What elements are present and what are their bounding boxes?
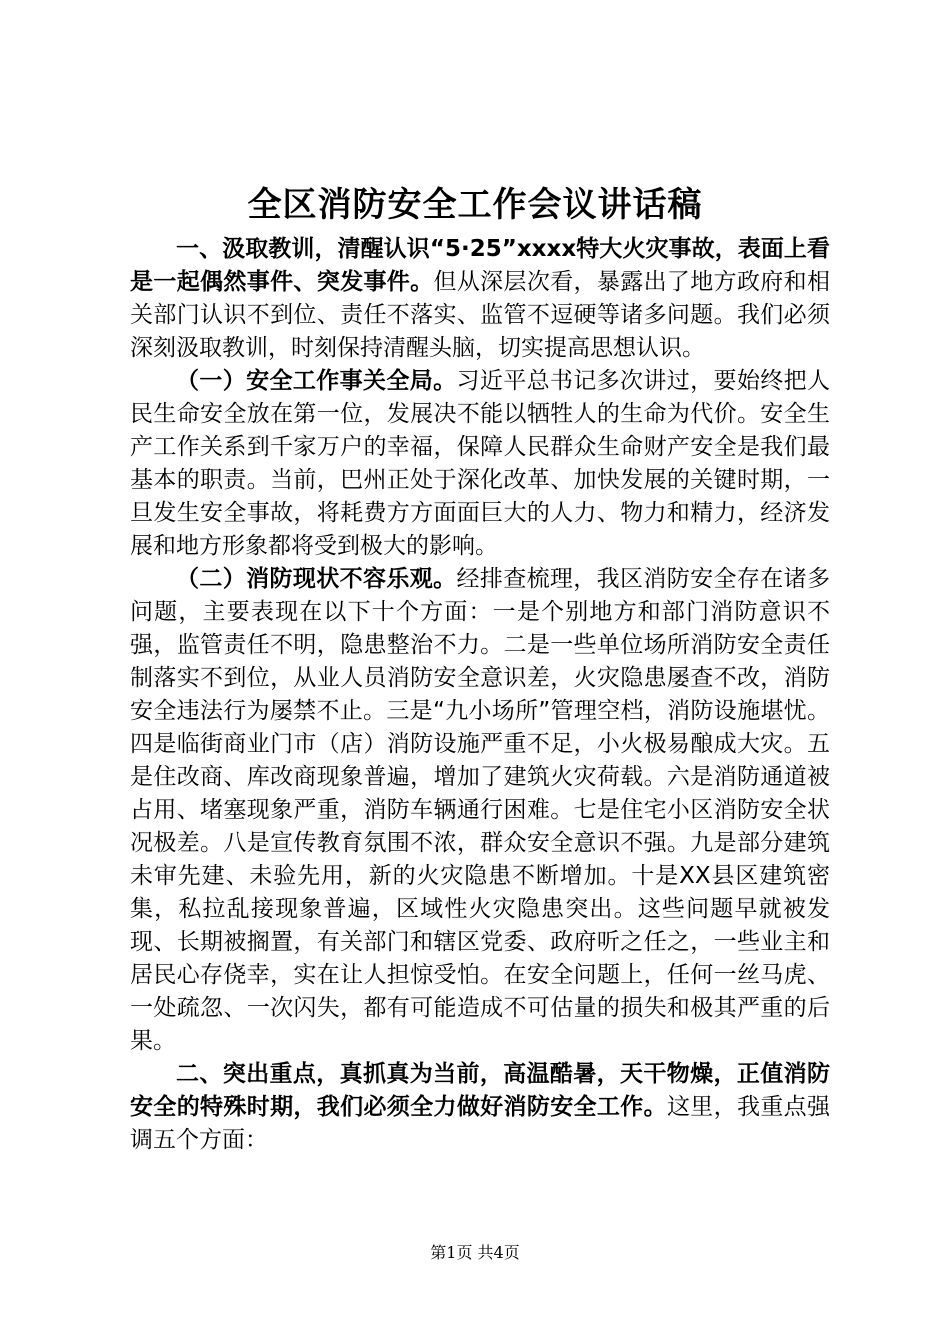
paragraph-2-text: 习近平总书记多次讲过，要始终把人民生命安全放在第一位，发展决不能以牺牲人的生命为代价。安全生产工作关系到千家万户的幸福，保障人民群众生命财产安全是我们最基本的职责。当前，巴州正处于深化改革、加快发展的关键时期，一旦发生安全事故，将耗费方方面面巨大的人力、物力和精力，经济发展和地方形象都将受到极大的影响。	[130, 368, 831, 559]
page-footer: 第1页 共4页	[430, 1243, 520, 1262]
paragraph-3-text: 经排查梳理，我区消防安全存在诸多问题，主要表现在以下十个方面：一是个别地方和部门消防意识不强，监管责任不明，隐患整治不力。二是一些单位场所消防安全责任制落实不到位，从业人员消防安全意识差，火灾隐患屡查不改，消防安全违法行为屡禁不止。三是“九小场所”管理空档，消防设施堪忧。四是临街商业门市（店）消防设施严重不足，小火极易酿成大灾。五是住改商、库改商现象普遍，增加了建筑火灾荷载。六是消防通道被占用、堵塞现象严重，消防车辆通行困难。七是住宅小区消防安全状况极差。八是宣传教育氛围不浓，群众安全意识不强。九是部分建筑未审先建、未验先用，新的火灾隐患不断增加。十是XX县区建筑密集，私拉乱接现象普遍，区域性火灾隐患突出。这些问题早就被发现、长期被搁置，有关部门和辖区党委、政府听之任之，一些业主和居民心存侥幸，实在让人担惊受怕。在安全问题上，任何一丝马虎、一处疏忽、一次闪失，都有可能造成不可估量的损失和极其严重的后果。	[130, 566, 831, 1054]
paragraph-1-text: 但从深层次看，暴露出了地方政府和相关部门认识不到位、责任不落实、监管不逗硬等诸多问题。我们必须深刻汲取教训，时刻保持清醒头脑，切实提高思想认识。	[130, 269, 831, 361]
document-body	[130, 233, 830, 1157]
paragraph-1	[130, 233, 830, 365]
paragraph-2-lead: （一）安全工作事关全局。	[176, 368, 457, 394]
paragraph-1-lead: 一、汲取教训，清醒认识“5·25”xxxx特大火灾事故，表面上看是一起偶然事件、突发事件。	[130, 236, 830, 295]
paragraph-3-lead: （二）消防现状不容乐观。	[176, 566, 457, 592]
paragraph-3	[130, 563, 830, 1058]
document-title: 全区消防安全工作会议讲话稿	[247, 185, 703, 225]
paragraph-4	[130, 1058, 830, 1157]
paragraph-4-text: 这里，我重点强调五个方面：	[130, 1094, 831, 1153]
paragraph-2	[130, 365, 830, 563]
paragraph-4-lead: 二、突出重点，真抓真为当前，高温酷暑，天干物燥，正值消防安全的特殊时期，我们必须全力做好消防安全工作。	[130, 1061, 830, 1120]
